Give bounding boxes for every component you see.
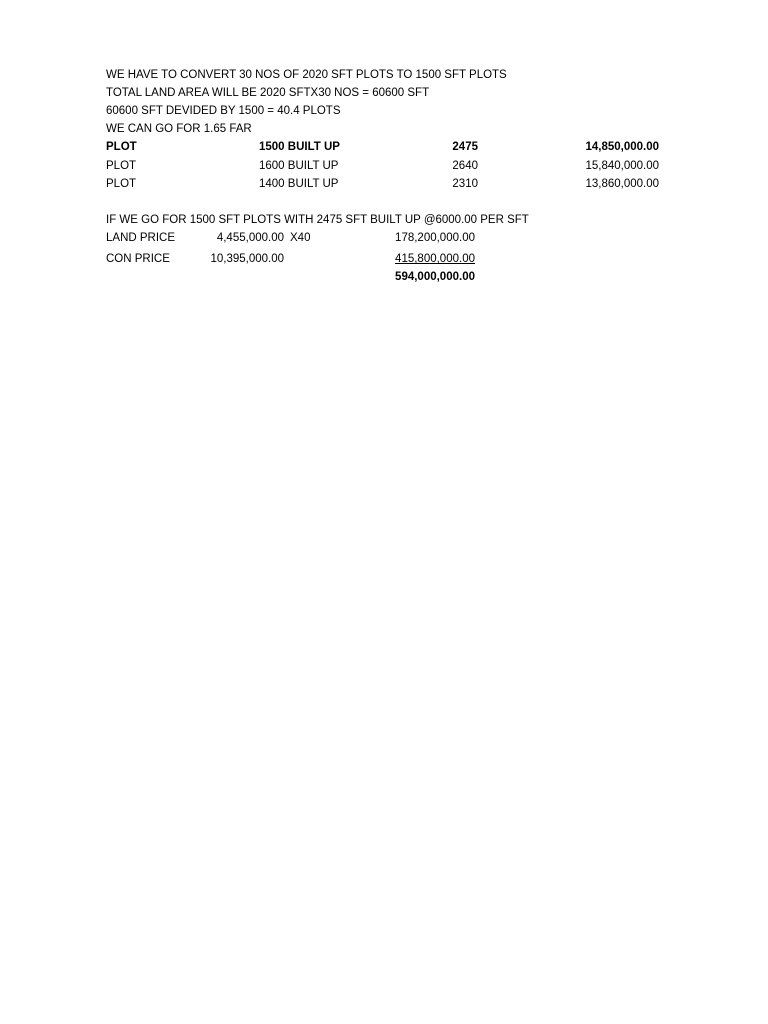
plot-amount: 13,860,000.00 (585, 178, 659, 190)
plot-label: PLOT (106, 160, 137, 172)
plot-builtup: 2475 (452, 141, 478, 153)
plot-row (0, 176, 768, 192)
land-price-value: 4,455,000.00 (216, 232, 284, 244)
intro-line-2: TOTAL LAND AREA WILL BE 2020 SFTX30 NOS = 60600 SFT (106, 87, 430, 99)
grand-total-row (0, 269, 768, 285)
plot-label: PLOT (106, 178, 137, 190)
plot-size: 1600 BUILT UP (259, 160, 339, 172)
plot-amount: 14,850,000.00 (585, 141, 659, 153)
plot-size: 1400 BUILT UP (259, 178, 339, 190)
plot-label: PLOT (106, 141, 137, 153)
intro-line-4: WE CAN GO FOR 1.65 FAR (106, 123, 252, 135)
plot-builtup: 2310 (452, 178, 478, 190)
con-price-label: CON PRICE (106, 253, 170, 265)
plot-row (0, 139, 768, 155)
intro-line-1: WE HAVE TO CONVERT 30 NOS OF 2020 SFT PLOTS TO 1500 SFT PLOTS (106, 69, 507, 81)
plot-amount: 15,840,000.00 (585, 160, 659, 172)
con-price-row (0, 251, 768, 267)
con-price-total: 415,800,000.00 (395, 253, 475, 265)
land-price-label: LAND PRICE (106, 232, 176, 244)
plot-row (0, 158, 768, 174)
plot-size: 1500 BUILT UP (259, 141, 340, 153)
land-price-total: 178,200,000.00 (395, 232, 475, 244)
scenario-line: IF WE GO FOR 1500 SFT PLOTS WITH 2475 SFT BUILT UP @6000.00 PER SFT (106, 214, 529, 226)
land-price-multiplier: X40 (290, 232, 311, 244)
grand-total: 594,000,000.00 (395, 271, 475, 283)
intro-line-3: 60600 SFT DEVIDED BY 1500 = 40.4 PLOTS (106, 105, 341, 117)
con-price-value: 10,395,000.00 (210, 253, 284, 265)
land-price-row (0, 230, 768, 246)
plot-builtup: 2640 (452, 160, 478, 172)
